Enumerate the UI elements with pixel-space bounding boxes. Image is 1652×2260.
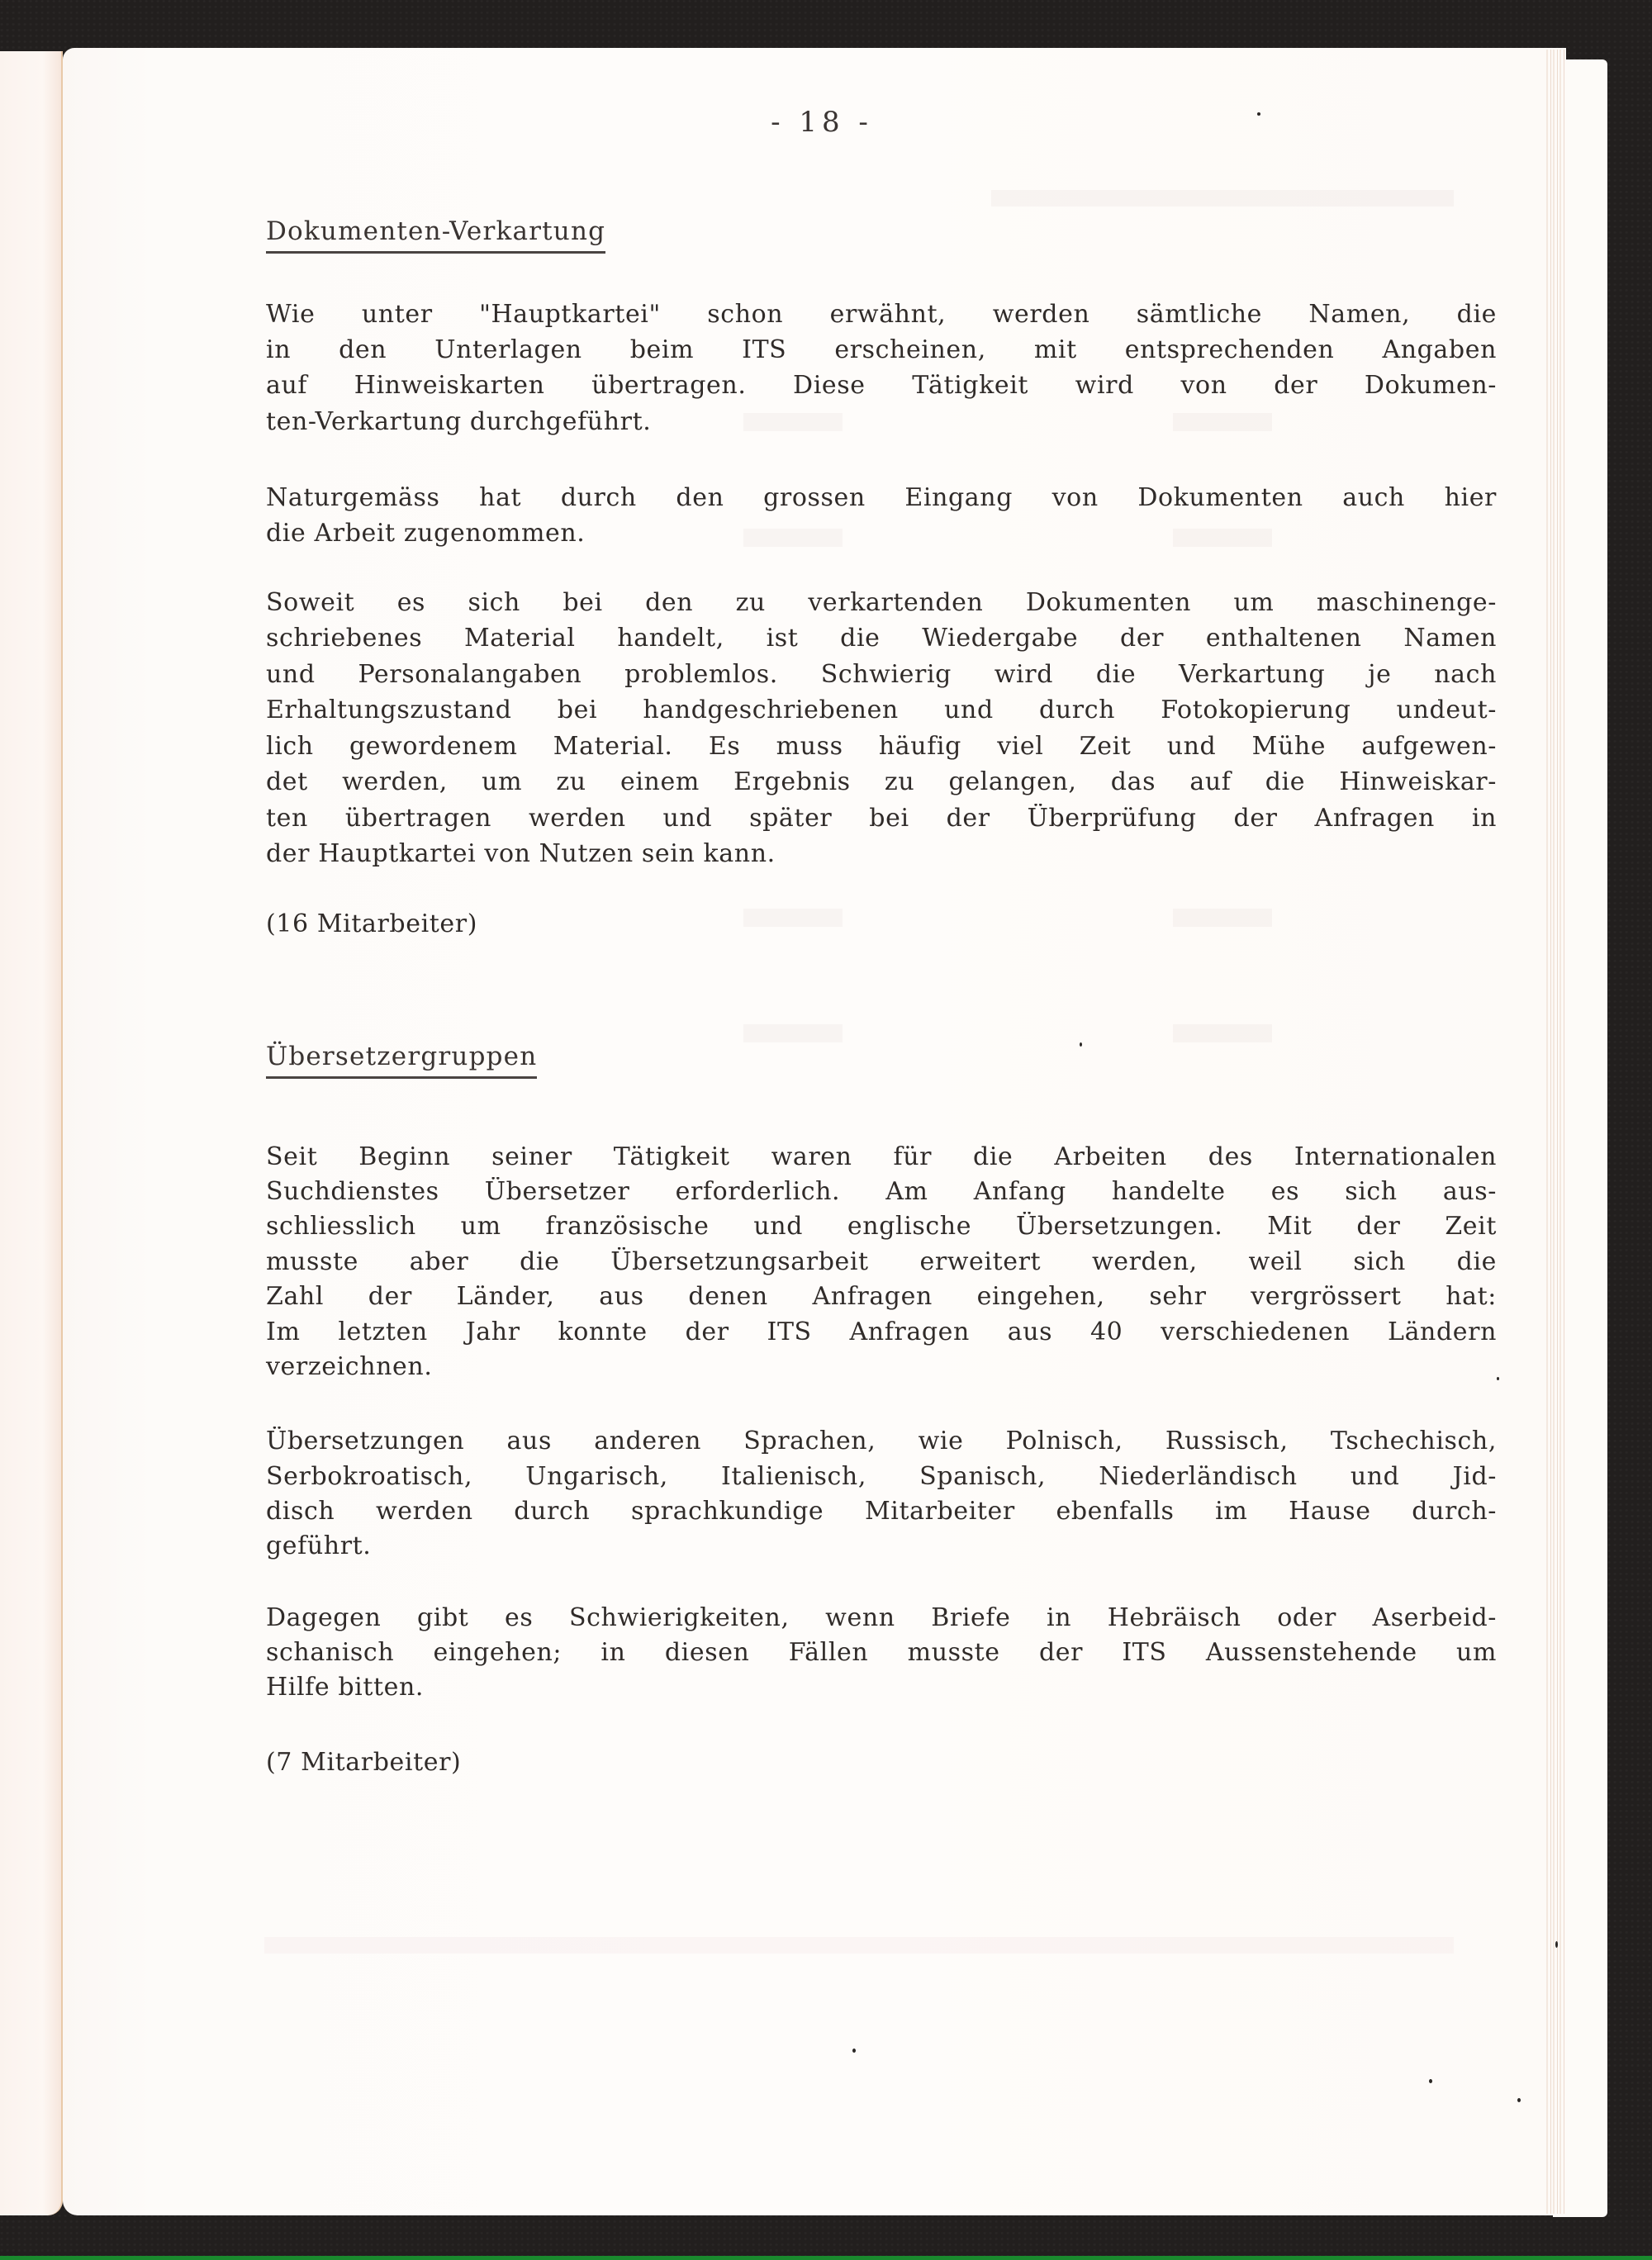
dust-speck	[1517, 2098, 1521, 2102]
section-heading-dokumenten-verkartung: Dokumenten-Verkartung	[266, 216, 605, 254]
text-line: (7 Mitarbeiter)	[266, 1748, 462, 1777]
text-line: ten übertragen werden und später bei der Überprüfung der Anfragen in	[266, 804, 1497, 833]
text-line: Zahl der Länder, aus denen Anfragen eingehen, sehr vergrössert hat:	[266, 1282, 1497, 1311]
text-line: Seit Beginn seiner Tätigkeit waren für die Arbeiten des Internationalen	[266, 1142, 1497, 1171]
section-heading-uebersetzergruppen: Übersetzergruppen	[266, 1042, 537, 1079]
text-line: Soweit es sich bei den zu verkartenden Dokumenten um maschinenge-	[266, 588, 1497, 617]
text-line: geführt.	[266, 1531, 372, 1560]
text-line: und Personalangaben problemlos. Schwierig wird die Verkartung je nach	[266, 660, 1497, 689]
text-line: in den Unterlagen beim ITS erscheinen, mit entsprechenden Angaben	[266, 335, 1497, 364]
dust-speck	[1080, 1042, 1082, 1047]
text-line: schriebenes Material handelt, ist die Wiedergabe der enthaltenen Namen	[266, 624, 1497, 653]
text-line: (16 Mitarbeiter)	[266, 909, 478, 938]
dust-speck	[1429, 2079, 1432, 2083]
text-line: Übersetzungen aus anderen Sprachen, wie Polnisch, Russisch, Tschechisch,	[266, 1427, 1497, 1455]
text-line: Serbokroatisch, Ungarisch, Italienisch, Spanisch, Niederländisch und Jid-	[266, 1462, 1497, 1491]
text-line: schanisch eingehen; in diesen Fällen musste der ITS Aussenstehende um	[266, 1638, 1497, 1667]
text-line: disch werden durch sprachkundige Mitarbeiter ebenfalls im Hause durch-	[266, 1497, 1497, 1526]
text-line: musste aber die Übersetzungsarbeit erweitert werden, weil sich die	[266, 1247, 1497, 1276]
text-line: Wie unter "Hauptkartei" schon erwähnt, werden sämtliche Namen, die	[266, 300, 1497, 329]
text-line: der Hauptkartei von Nutzen sein kann.	[266, 839, 776, 868]
dust-speck	[1555, 1941, 1558, 1948]
dust-speck	[852, 2049, 856, 2053]
text-line: Erhaltungszustand bei handgeschriebenen und durch Fotokopierung undeut-	[266, 696, 1497, 724]
text-line: Naturgemäss hat durch den grossen Eingang von Dokumenten auch hier	[266, 483, 1497, 512]
text-line: Suchdienstes Übersetzer erforderlich. Am Anfang handelte es sich aus-	[266, 1177, 1497, 1206]
text-line: det werden, um zu einem Ergebnis zu gelangen, das auf die Hinweiskar-	[266, 767, 1497, 796]
text-line: Im letzten Jahr konnte der ITS Anfragen aus 40 verschiedenen Ländern	[266, 1318, 1497, 1346]
page-stack-edge	[1546, 50, 1564, 2214]
dust-speck	[1257, 112, 1260, 116]
text-line: lich gewordenem Material. Es muss häufig viel Zeit und Mühe aufgewen-	[266, 732, 1497, 761]
text-line: Hilfe bitten.	[266, 1673, 425, 1702]
page-number: - 18 -	[771, 106, 873, 139]
text-line: ten-Verkartung durchgeführt.	[266, 407, 652, 436]
dust-speck	[1497, 1377, 1499, 1380]
text-line: schliesslich um französische und englische Übersetzungen. Mit der Zeit	[266, 1212, 1497, 1241]
scan-border-line	[0, 2256, 1652, 2260]
left-facing-page-edge	[0, 51, 63, 2215]
text-line: Dagegen gibt es Schwierigkeiten, wenn Briefe in Hebräisch oder Aserbeid-	[266, 1603, 1497, 1632]
text-line: die Arbeit zugenommen.	[266, 519, 586, 548]
text-line: auf Hinweiskarten übertragen. Diese Tätigkeit wird von der Dokumen-	[266, 371, 1497, 400]
text-line: verzeichnen.	[266, 1352, 433, 1381]
